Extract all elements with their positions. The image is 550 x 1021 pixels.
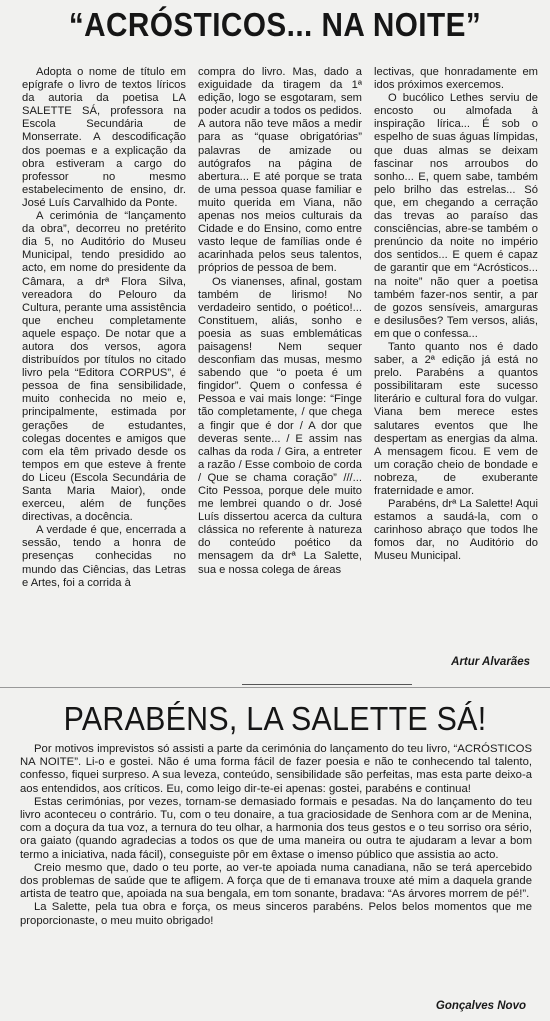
- paragraph: Estas cerimónias, por vezes, tornam-se demasiado formais e pesadas. Na do lançamento do teu livro aconteceu o contrário. Tu, com o teu donaire, a tua graciosidade de Senhora com ar de Menina, com a doçura da tua voz, a ternura do teu olhar, a harmonia dos teus gestos e o teu sorriso ora sério, ora gaiato (quando agradecias a todos os que de uma maneira ou outra te ajudaram a levar a bom termo a iniciativa, nada fácil), conseguiste pôr em êxtase o imenso público que assistia ao acto.: [20, 795, 532, 861]
- paragraph: lectivas, que honradamente em idos próximos exercemos.: [374, 66, 538, 92]
- paragraph: La Salette, pela tua obra e força, os meus sinceros parabéns. Pelos belos momentos que me proporcionaste, o meu muito obrigado!: [20, 901, 532, 927]
- paragraph: Os vianenses, afinal, gostam também de lirismo! No verdadeiro sentido, o poético!... Constituem, aliás, sonho e poesia as suas emblemáticas paisagens! Nem sequer desconfiam das musas, mesmo sabendo que “o poeta é um fingidor”. Quem o confessa é Pessoa e vai mais longe: “Finge tão completamente, / que chega a fingir que é dor / A dor que deveras sente... / E assim nas calhas da roda / Gira, a entreter a razão / Esse comboio de corda / Que se chama coração” ///... Cito Pessoa, porque dele muito me lembrei quando o dr. José Luís dissertou acerca da cultura clássica no referente à natureza do conteúdo poético da mensagem da drª La Salette, sua e nossa colega de áreas: [198, 275, 362, 576]
- clipping-divider: [0, 687, 550, 688]
- article-title: “ACRÓSTICOS... NA NOITE”: [68, 6, 482, 43]
- article-body: [22, 66, 538, 666]
- paragraph: Parabéns, drª La Salette! Aqui estamos a saudá-la, com o carinhoso abraço que todos lhe fomos dar, no Auditório do Museu Municipal.: [374, 498, 538, 563]
- column-1: [22, 66, 186, 666]
- paragraph: compra do livro. Mas, dado a exiguidade da tiragem da 1ª edição, logo se esgotaram, sem poder acudir a todos os pedidos. A autora não teve mãos a medir para as “quase obrigatórias” palavras de amizade ou autógrafos na página de abertura... E até porque se trata de uma pessoa quase familiar e muito querida em Viana, não apenas nos meios culturais da Cidade e do Ensino, como entre vasto leque de famílias onde é acarinhada pelos seus talentos, próprios de pessoa de bem.: [198, 66, 362, 275]
- separator-line: [242, 684, 412, 685]
- author-signature: Gonçalves Novo: [435, 1000, 526, 1012]
- column-2: [198, 66, 362, 666]
- paragraph: A verdade é que, encerrada a sessão, tendo a honra de presenças conhecidas no mundo das Ciências, das Letras e Artes, foi a corrida à: [22, 524, 186, 589]
- paragraph: A cerimónia de “lançamento da obra”, decorreu no pretérito dia 5, no Auditório do Museu Municipal, tendo presidido ao acto, em nome do presidente da Câmara, a drª Flora Silva, vereadora do Pelouro da Cultura, perante uma assistência que encheu completamente aquele espaço. De notar que a autora dos versos, agora distribuídos por títulos no citado livro pela “Editora CORPUS”, é pessoa de fina sensibilidade, muito conhecida no meio e, principalmente, estimada por gerações de estudantes, colegas docentes e amigos que com ela têm privado desde os tempos em que esteve à frente do Liceu (Escola Secundária de Santa Maria Maior), onde exerceu, além de funções directivas, a docência.: [22, 210, 186, 524]
- author-signature: Artur Alvarães: [451, 656, 530, 668]
- column-3: [374, 66, 538, 666]
- paragraph: O bucólico Lethes serviu de encosto ou almofada à inspiração lírica... É sob o espelho de suas águas límpidas, que duas almas se deixam fascinar nos arroubos do sonho... E, quem sabe, também pelo brilho das estrelas... Só que, em chegando a cerração das trevas ao paraíso das consciências, abre-se também o prenúncio da noite no império dos sentidos... E quem é capaz de garantir que em “Acrósticos... na noite” não quer a poetisa também fazer-nos sentir, a par de gozos sensíveis, amarguras e desilusões? Tem versos, aliás, em que o confessa...: [374, 92, 538, 340]
- paragraph: Adopta o nome de título em epígrafe o livro de textos líricos da autoria da poetisa LA SALETTE SÁ, professora na Escola Secundária de Monserrate. A descodificação dos poemas e a explicação da obra estiveram a cargo do professor no mesmo estabelecimento de ensino, dr. José Luís Carvalhido da Ponte.: [22, 66, 186, 209]
- paragraph: Creio mesmo que, dado o teu porte, ao ver-te apoiada numa canadiana, não se terá apercebido dos problemas de saúde que te afligem. A força que de ti emanava trouxe até mim a daquela grande artista de teatro que, apoiada na sua bengala, em tom sonante, bradava: “As árvores morrem de pé!”.: [20, 861, 532, 901]
- paragraph: Tanto quanto nos é dado saber, a 2ª edição já está no prelo. Parabéns a quantos possibilitaram este sucesso literário e cultural fora do vulgar. Viana bem merece estes salutares eventos que lhe despertam as energias da alma. A mensagem ficou. E vem de um coração cheio de bondade e nobreza, de exuberante fraternidade e amor.: [374, 340, 538, 497]
- article-title: PARABÉNS, LA SALETTE SÁ!: [63, 700, 487, 737]
- article-body: [20, 743, 532, 928]
- paragraph: Por motivos imprevistos só assisti a parte da cerimónia do lançamento do teu livro, “ACRÓSTICOS NA NOITE”. Li-o e gostei. Não é uma forma fácil de fazer poesia e não te conhecendo tal talento, confesso, fiquei surpreso. A sua leveza, conteúdo, sensibilidade são perfeitas, mas esta parte deixo-a aos entendidos, aos críticos. Eu, como leigo dir-te-ei apenas: gostei, parabéns e continua!: [20, 743, 532, 795]
